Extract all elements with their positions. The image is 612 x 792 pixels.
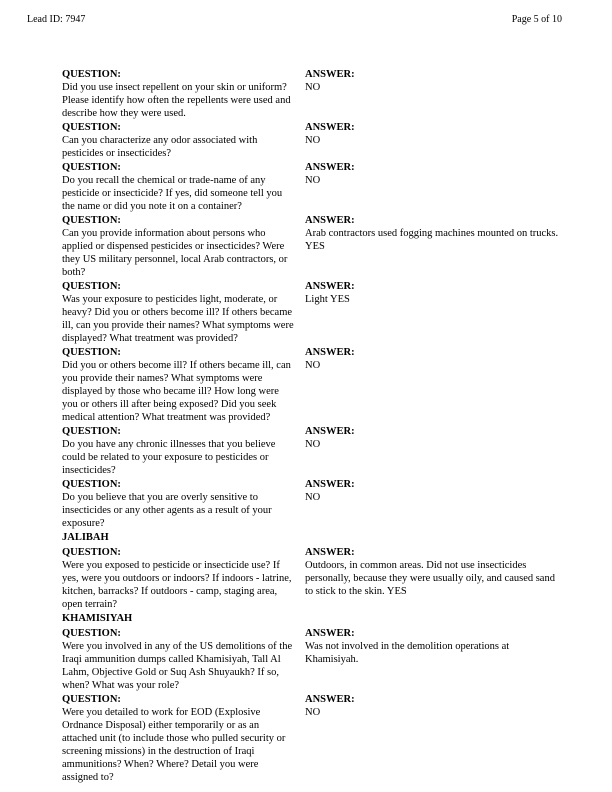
qa-block — [62, 627, 562, 692]
qa-list — [62, 68, 562, 784]
answer-text: NO — [305, 82, 321, 93]
qa-block — [62, 280, 562, 345]
question-text: Can you characterize any odor associated with pesticides or insecticides? — [62, 135, 258, 159]
qa-block — [62, 121, 562, 160]
qa-block — [62, 346, 562, 424]
question-text: Do you believe that you are overly sensitive to insecticides or any other agents as a result of your exposure? — [62, 492, 272, 529]
question-text: Were you involved in any of the US demolitions of the Iraqi ammunition dumps called Khamisiyah, Tall Al Lahm, Objective Gold or Suq Ash Shuyaukh? If so, when? What was your role? — [62, 641, 293, 691]
page-header — [0, 0, 612, 26]
answer-label: ANSWER: — [305, 162, 355, 173]
answer-text: NO — [305, 360, 321, 371]
question-label: QUESTION: — [62, 694, 121, 705]
section-heading-jalibah: JALIBAH — [62, 532, 109, 543]
question-label: QUESTION: — [62, 122, 121, 133]
question-text: Were you exposed to pesticide or insecticide use? If yes, were you outdoors or indoors? If indoors - latrine, kitchen, barracks? If outdoors - camp, staging area, open terrain? — [62, 560, 292, 610]
question-label: QUESTION: — [62, 281, 121, 292]
question-text: Did you use insect repellent on your skin or uniform? Please identify how often the repellents were used and describe how they were used. — [62, 82, 291, 119]
answer-text: Outdoors, in common areas. Did not use insecticides personally, because they were usually oily, and caused sand to stick to the skin. YES — [305, 560, 555, 597]
answer-label: ANSWER: — [305, 347, 355, 358]
qa-block — [62, 478, 562, 530]
qa-block — [62, 68, 562, 120]
answer-text: NO — [305, 707, 321, 718]
question-label: QUESTION: — [62, 426, 121, 437]
answer-text: NO — [305, 439, 321, 450]
qa-block — [62, 546, 562, 611]
answer-text: Was not involved in the demolition operations at Khamisiyah. — [305, 641, 510, 665]
question-text: Do you recall the chemical or trade-name of any pesticide or insecticide? If yes, did someone tell you the name or did you note it on a container? — [62, 175, 283, 212]
answer-text: Light YES — [305, 294, 350, 305]
answer-label: ANSWER: — [305, 694, 355, 705]
question-label: QUESTION: — [62, 547, 121, 558]
section-heading-khamisiyah: KHAMISIYAH — [62, 613, 133, 624]
answer-text: Arab contractors used fogging machines mounted on trucks. YES — [305, 228, 559, 252]
lead-id: Lead ID: 7947 — [27, 14, 86, 25]
question-text: Was your exposure to pesticides light, moderate, or heavy? Did you or others become ill? If others became ill, can you provide their names? What symptoms were displayed? What treatment was provided? — [62, 294, 294, 344]
question-label: QUESTION: — [62, 628, 121, 639]
answer-label: ANSWER: — [305, 426, 355, 437]
answer-label: ANSWER: — [305, 281, 355, 292]
question-label: QUESTION: — [62, 215, 121, 226]
answer-label: ANSWER: — [305, 628, 355, 639]
question-label: QUESTION: — [62, 479, 121, 490]
question-text: Can you provide information about persons who applied or dispensed pesticides or insecticides? Were they US military personnel, local Arab contractors, or both? — [62, 228, 288, 278]
page-number: Page 5 of 10 — [511, 14, 562, 25]
qa-block — [62, 214, 562, 279]
question-text: Did you or others become ill? If others became ill, can you provide their names? What symptoms were displayed by those who became ill? How long were you or others ill after being exposed? Did you seek medical attention? What treatment was provided? — [62, 360, 291, 423]
answer-text: NO — [305, 135, 321, 146]
question-text: Do you have any chronic illnesses that you believe could be related to your exposure to pesticides or insecticides? — [62, 439, 276, 476]
qa-block — [62, 161, 562, 213]
question-text: Were you detailed to work for EOD (Explosive Ordnance Disposal) either temporarily or as an attached unit (to include those who pulled security or screening missions) in the destruction of Iraqi ammunitions? When? Where? Detail you were assigned to? — [62, 707, 286, 783]
qa-block — [62, 693, 562, 784]
answer-text: NO — [305, 492, 321, 503]
answer-label: ANSWER: — [305, 215, 355, 226]
answer-label: ANSWER: — [305, 479, 355, 490]
answer-text: NO — [305, 175, 321, 186]
answer-label: ANSWER: — [305, 69, 355, 80]
question-label: QUESTION: — [62, 69, 121, 80]
question-label: QUESTION: — [62, 347, 121, 358]
answer-label: ANSWER: — [305, 122, 355, 133]
qa-block — [62, 425, 562, 477]
answer-label: ANSWER: — [305, 547, 355, 558]
question-label: QUESTION: — [62, 162, 121, 173]
